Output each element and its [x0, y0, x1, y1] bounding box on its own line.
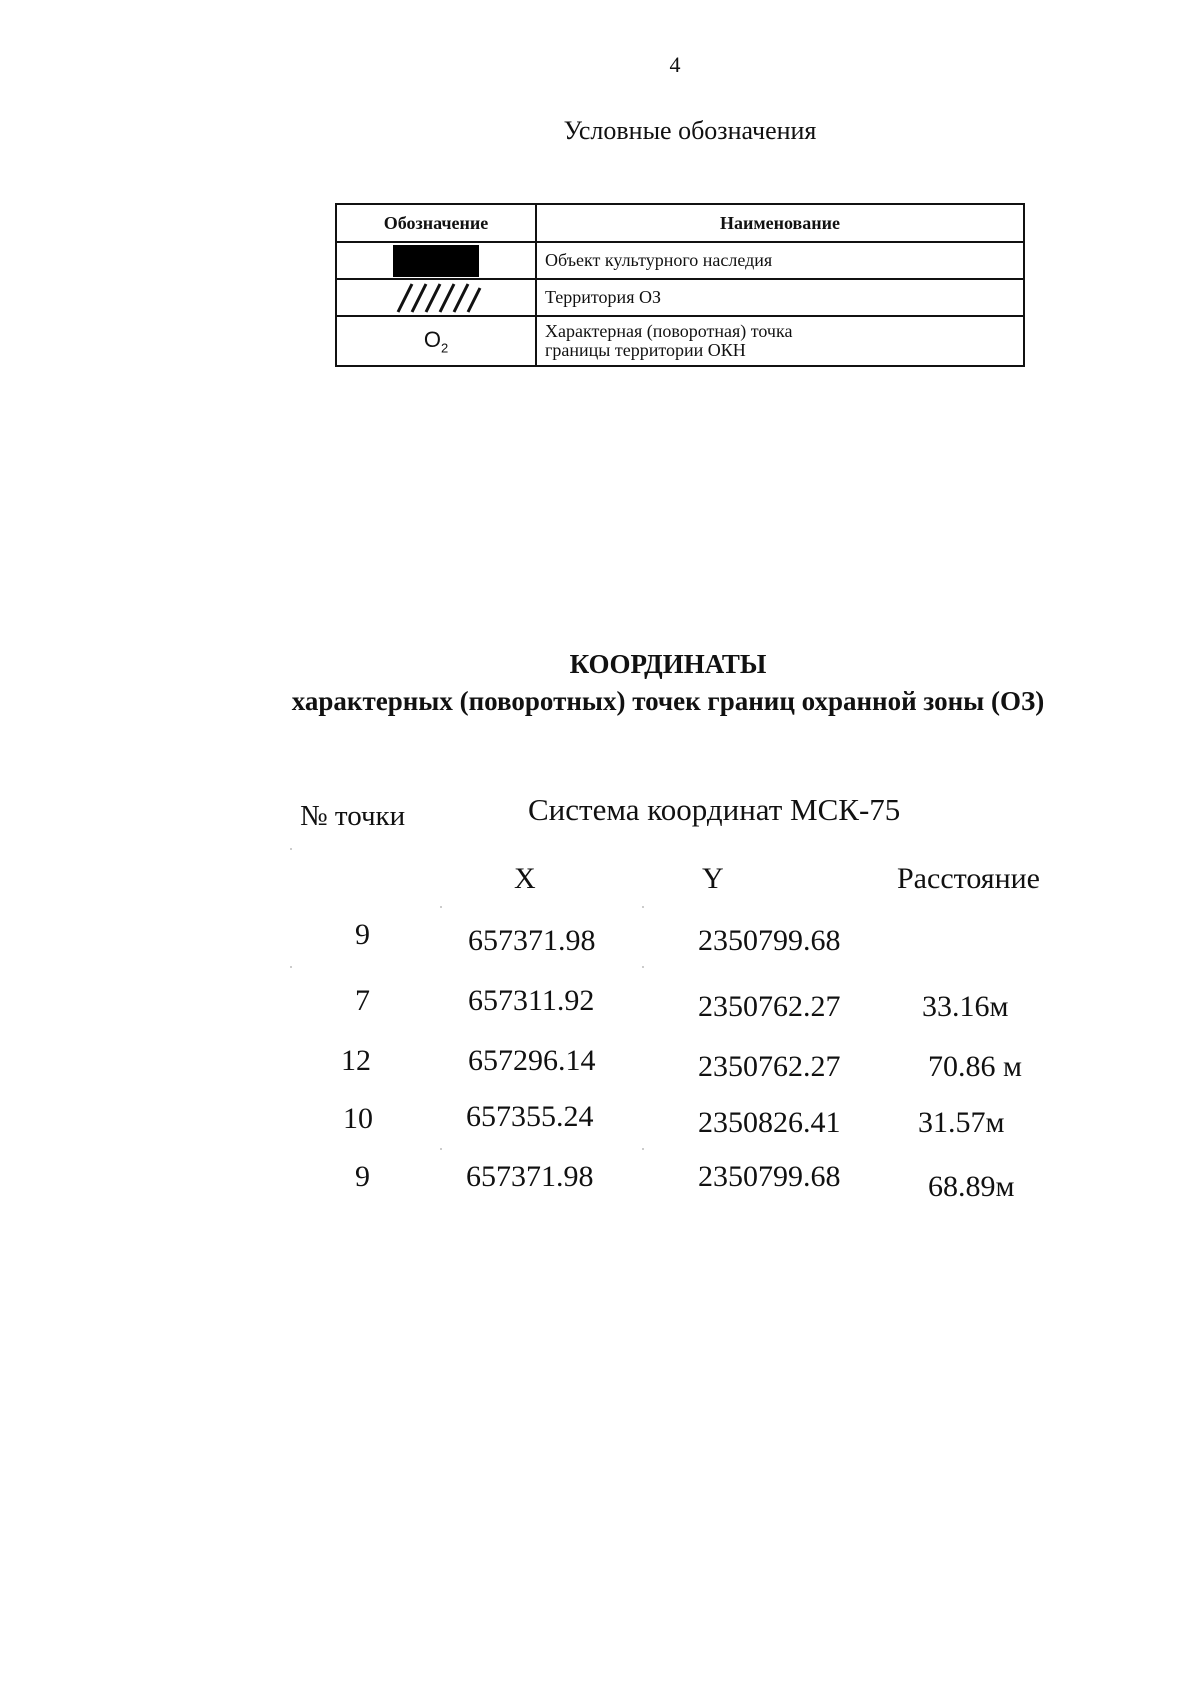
- legend-title: Условные обозначения: [563, 116, 817, 145]
- legend-name: Объект культурного наследия: [536, 242, 1024, 279]
- page-number: 4: [669, 52, 681, 77]
- legend-row: [336, 242, 1024, 279]
- y-value: 2350762.27: [698, 990, 841, 1023]
- scan-dot: [440, 906, 442, 908]
- y-column-header: Y: [702, 862, 724, 895]
- x-value: 657371.98: [468, 924, 596, 957]
- boundary-point-symbol: $О_2$: [423, 326, 449, 356]
- hatched-territory-swatch: [386, 282, 486, 314]
- distance-value: 70.86 м: [928, 1050, 1022, 1083]
- heritage-object-swatch: [393, 245, 479, 277]
- point-number: 12: [341, 1044, 371, 1077]
- point-number: 10: [343, 1102, 373, 1135]
- y-value: 2350762.27: [698, 1050, 841, 1083]
- coordinates-title: КООРДИНАТЫ: [569, 649, 767, 679]
- point-number: 9: [355, 918, 370, 951]
- scan-dot: [290, 848, 292, 850]
- x-value: 657311.92: [468, 984, 595, 1017]
- legend-header-symbol: Обозначение: [336, 204, 536, 242]
- legend-header-name: Наименование: [536, 204, 1024, 242]
- y-value: 2350799.68: [698, 1160, 841, 1193]
- x-value: 657296.14: [468, 1044, 596, 1077]
- legend-row: [336, 279, 1024, 316]
- legend-table: [335, 203, 1025, 367]
- legend-name-line: Характерная (поворотная) точка: [545, 321, 793, 342]
- point-number: 9: [355, 1160, 370, 1193]
- x-value: 657371.98: [466, 1160, 594, 1193]
- distance-value: 33.16м: [922, 990, 1009, 1023]
- y-value: 2350799.68: [698, 924, 841, 957]
- coordinate-system-header: Система координат МСК-75: [528, 792, 901, 827]
- scan-dot: [290, 966, 292, 968]
- coordinates-subtitle: характерных (поворотных) точек границ охранной зоны (ОЗ): [291, 686, 1045, 716]
- point-number-header: № точки: [300, 800, 406, 832]
- x-column-header: X: [514, 862, 536, 895]
- legend-name: [536, 316, 1024, 366]
- scan-dot: [642, 966, 644, 968]
- legend-symbol-cell: [336, 316, 536, 366]
- legend-header-row: [336, 204, 1024, 242]
- legend-row: [336, 316, 1024, 366]
- legend-name-line: границы территории ОКН: [545, 340, 746, 360]
- y-value: 2350826.41: [698, 1106, 841, 1139]
- legend-name: Территория ОЗ: [536, 279, 1024, 316]
- legend-symbol-cell: [336, 242, 536, 279]
- distance-value: 31.57м: [918, 1106, 1005, 1139]
- point-number: 7: [355, 984, 370, 1017]
- distance-column-header: Расстояние: [897, 862, 1040, 895]
- scan-dot: [642, 906, 644, 908]
- x-value: 657355.24: [466, 1100, 594, 1133]
- scan-dot: [642, 1148, 644, 1150]
- legend-symbol-cell: [336, 279, 536, 316]
- scan-dot: [440, 1148, 442, 1150]
- distance-value: 68.89м: [928, 1170, 1015, 1203]
